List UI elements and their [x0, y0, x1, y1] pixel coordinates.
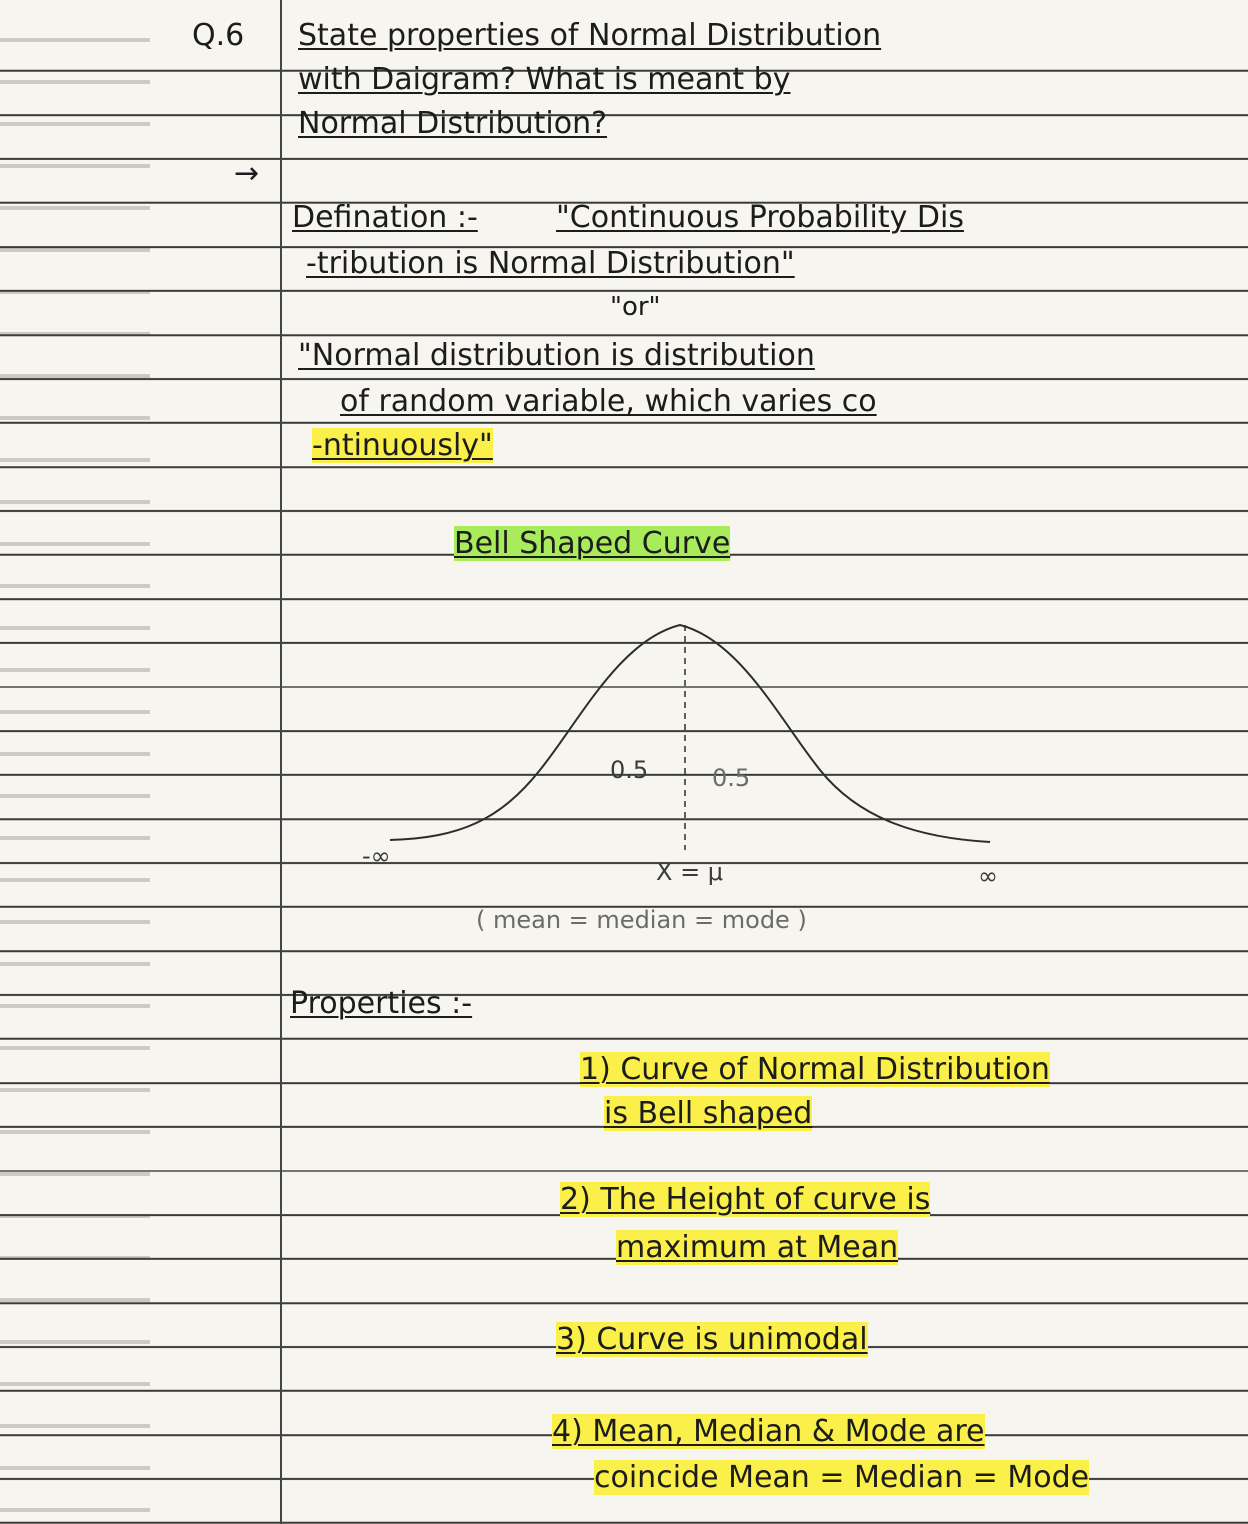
definition-text-2: -tribution is Normal Distribution"	[306, 246, 795, 281]
spiral-binding	[0, 0, 150, 1524]
diagram-heading-highlight: Bell Shaped Curve	[454, 526, 731, 561]
definition-text-5-highlight: -ntinuously"	[312, 428, 493, 463]
mean-axis-label: X = μ	[656, 858, 724, 886]
definition-text-4: of random variable, which varies co	[340, 384, 877, 419]
definition-text-5	[312, 428, 493, 463]
question-line-2: with Daigram? What is meant by	[298, 62, 791, 97]
property-2-line-2: maximum at Mean	[616, 1230, 899, 1265]
definition-or: "or"	[610, 292, 661, 322]
property-1-line-2: is Bell shaped	[604, 1096, 813, 1131]
margin-line	[280, 0, 282, 1524]
bell-curve-line	[390, 625, 990, 842]
definition-text-1: "Continuous Probability Dis	[556, 200, 964, 235]
bell-curve-diagram	[380, 600, 1000, 860]
property-4-line-2: coincide Mean = Median = Mode	[594, 1460, 1090, 1495]
property-2-line-1: 2) The Height of curve is	[560, 1182, 931, 1217]
question-number: Q.6	[192, 18, 245, 53]
property-1-line-1: 1) Curve of Normal Distribution	[580, 1052, 1050, 1087]
properties-heading: Properties :-	[290, 986, 473, 1021]
definition-label: Defination :-	[292, 200, 478, 235]
diagram-caption: ( mean = median = mode )	[476, 906, 807, 934]
definition-text-3: "Normal distribution is distribution	[298, 338, 815, 373]
left-half-area: 0.5	[610, 756, 649, 784]
negative-infinity-label: -∞	[362, 842, 391, 870]
arrow-icon: →	[234, 156, 260, 191]
question-line-1: State properties of Normal Distribution	[298, 18, 882, 53]
property-3-line-1: 3) Curve is unimodal	[556, 1322, 868, 1357]
property-4-line-1: 4) Mean, Median & Mode are	[552, 1414, 985, 1449]
question-line-3: Normal Distribution?	[298, 106, 608, 141]
positive-infinity-label: ∞	[978, 862, 998, 890]
right-half-area: 0.5	[712, 764, 751, 792]
diagram-heading	[454, 526, 730, 561]
